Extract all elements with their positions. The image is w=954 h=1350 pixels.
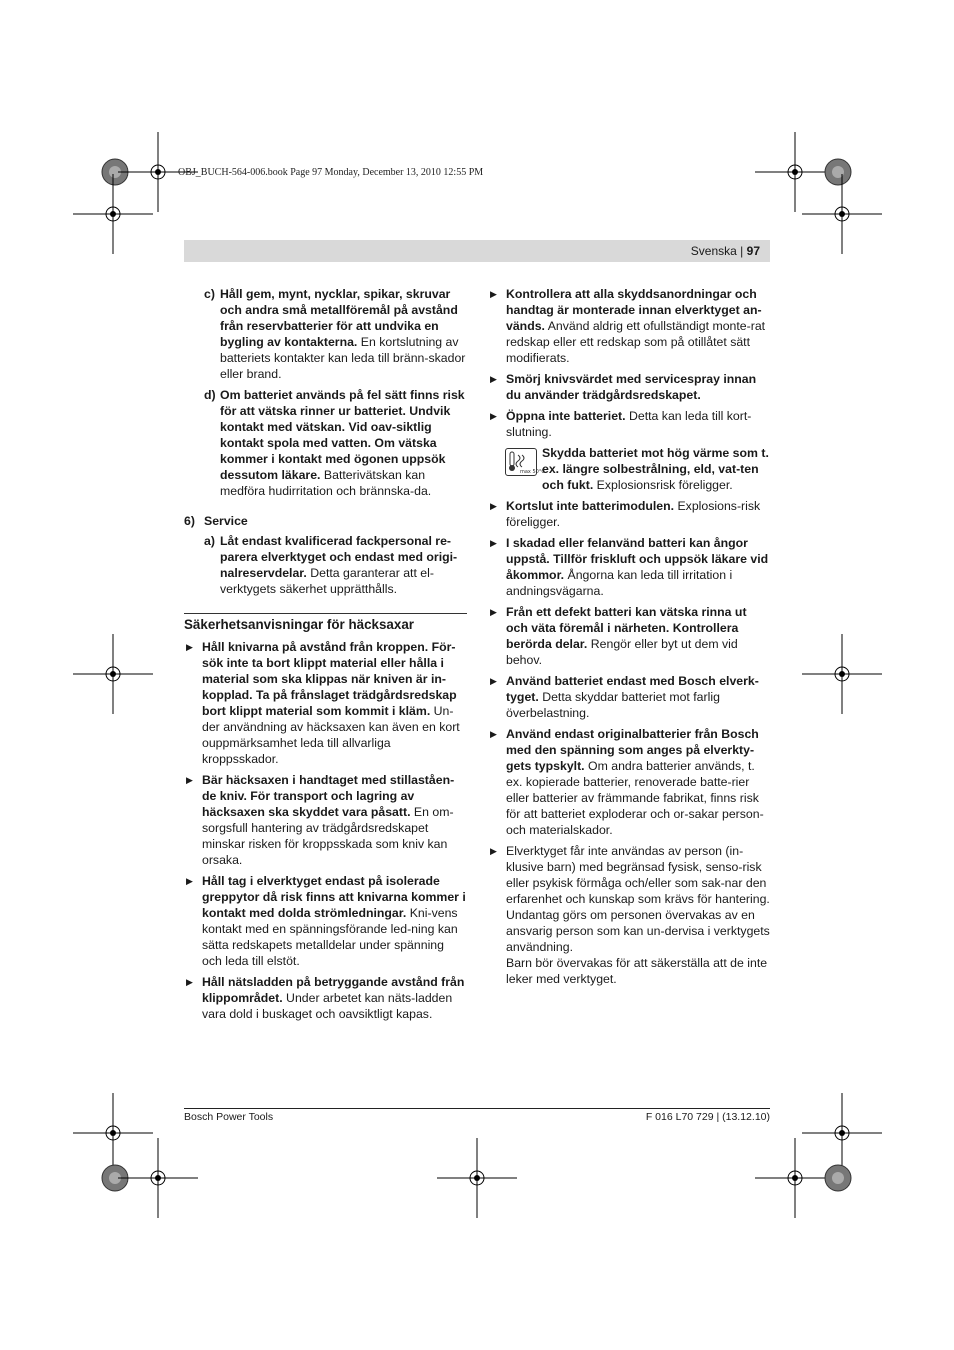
section-heading: 6) Service xyxy=(184,514,248,528)
triangle-bullet-icon: ▶ xyxy=(490,538,497,548)
bullet-item: ▶ Kontrollera att alla skyddsanordningar och handtag är monterade innan elverktyget an-vänds. Använd aldrig ett ofullständigt monte-rat redskap eller ett redskap som på otillåtet sätt modifierats. xyxy=(490,287,766,365)
triangle-bullet-icon: ▶ xyxy=(490,729,497,739)
bullet-item: ▶ Smörj knivsvärdet med servicespray innan du använder trädgårdsredskapet. xyxy=(490,372,757,402)
triangle-bullet-icon: ▶ xyxy=(186,775,193,785)
list-item: c) Håll gem, mynt, nycklar, spikar, skruvar och andra små metallföremål på avstånd från reservbatterier för att undvika en bygling av kontakterna. En kortslutning av batteriets kontakter kan leda till bränn-skador eller brand. xyxy=(204,287,466,381)
crosshair-icon xyxy=(755,132,835,212)
list-item: a) Låt endast kvalificerad fackpersonal re-parera elverktyget och endast med origi-nalreservdelar. Detta garanterar att el-verktygets säkerhet upprätthålls. xyxy=(204,534,458,596)
bullet-item: ▶ Från ett defekt batteri kan vätska rinna ut och väta föremål i närheten. Kontrollera berörda delar. Rengör eller byt ut dem vid behov. xyxy=(490,605,747,667)
page-header xyxy=(691,244,760,258)
triangle-bullet-icon: ▶ xyxy=(490,846,497,856)
bullet-item: ▶ I skadad eller felanvänd batteri kan ångor uppstå. Tillför friskluft och uppsök läkare vid åkommor. Ångorna kan leda till irritation i andningsvägarna. xyxy=(490,536,769,598)
footer-divider xyxy=(184,1108,770,1109)
svg-text:max 50°C: max 50°C xyxy=(520,469,545,475)
bullet-item: ▶ Kortslut inte batterimodulen. Explosions-risk föreligger. xyxy=(490,499,761,529)
crosshair-icon xyxy=(118,1138,198,1218)
icon-warning-item: max 50°C Skydda batteriet mot hög värme som t. ex. längre solbestrålning, eld, vat-ten och fukt. Explosionsrisk föreligger. xyxy=(488,445,771,493)
section-title: Säkerhetsanvisningar för häcksaxar xyxy=(184,613,467,633)
crosshair-icon xyxy=(73,1093,153,1173)
thermometer-battery-warning-icon xyxy=(505,448,545,476)
footer-brand: Bosch Power Tools xyxy=(184,1111,274,1123)
crosshair-icon xyxy=(755,1138,835,1218)
crosshair-icon xyxy=(437,1138,517,1218)
page-header-bar xyxy=(184,240,770,262)
crosshair-icon xyxy=(73,634,153,714)
triangle-bullet-icon: ▶ xyxy=(490,607,497,617)
bullet-item: ▶ Håll nätsladden på betryggande avstånd från klippområdet. Under arbetet kan näts-ladden vara dold i buskaget och oavsiktligt kapas. xyxy=(186,975,465,1021)
print-header: OBJ_BUCH-564-006.book Page 97 Monday, December 13, 2010 12:55 PM xyxy=(178,167,484,178)
bullet-item: ▶ Elverktyget får inte användas av person (in-klusive barn) med begränsad fysisk, senso-risk eller psykisk förmåga och/eller som sak-nar den erfarenhet och kunskap som krävs för hantering. Undantag görs om personen övervakas av en ansvarig person som kan un-dervisa i verktygets användning. xyxy=(490,844,770,954)
color-target-icon xyxy=(825,1165,851,1191)
bullet-item: ▶ Använd batteriet endast med Bosch elverk-tyget. Detta skyddar batteriet mot farlig överbelastning. xyxy=(490,674,759,720)
crosshair-icon xyxy=(802,1093,882,1173)
bullet-item: ▶ Använd endast originalbatterier från Bosch med den spänning som anges på elverkty-gets typskylt. Om andra batterier används, t. ex. kopierade batterier, renoverade batte-rier eller batterier av främmande fabrikat, finns risk för att batteriet exploderar och or-sakar person- och materialskador. xyxy=(490,727,764,837)
crosshair-icon xyxy=(802,174,882,254)
triangle-bullet-icon: ▶ xyxy=(490,289,497,299)
triangle-bullet-icon: ▶ xyxy=(186,876,193,886)
closing-paragraph: Barn bör övervakas för att säkerställa att de inte leker med verktyget. xyxy=(506,956,768,986)
bullet-item: ▶ Bär häcksaxen i handtaget med stillaståen-de kniv. För transport och lagring av häcksaxen ska skyddet vara påsatt. En om-sorgsfull hantering av trädgårdsredskapet minskar risken för kroppsskada som kniv kan orsaka. xyxy=(186,773,455,867)
triangle-bullet-icon: ▶ xyxy=(186,977,193,987)
color-target-icon xyxy=(825,159,851,185)
list-item: d) Om batteriet används på fel sätt finns risk för att vätska rinner ur batteriet. Undvik kontakt med vätskan. Vid oav-siktlig kontakt spola med vatten. Om vätska kommer i kontakt med ögonen uppsök dessutom läkare. Batterivätskan kan medföra hudirritation och brännska-da. xyxy=(204,388,465,498)
crosshair-icon xyxy=(73,174,153,254)
triangle-bullet-icon: ▶ xyxy=(490,501,497,511)
triangle-bullet-icon: ▶ xyxy=(186,642,193,652)
header-separator: | xyxy=(740,244,744,258)
triangle-bullet-icon: ▶ xyxy=(490,411,497,421)
page-number: 97 xyxy=(746,244,760,258)
bullet-item: ▶ Håll knivarna på avstånd från kroppen. För-sök inte ta bort klippt material eller hålla i material som ska klippas när kniven är in-kopplad. Ta på frånslaget trädgårdsredskap bort klippt material som kommit i kläm. Un-der användning av häcksaxen kan även en kort ouppmärksamhet leda till allvarliga kroppsskador. xyxy=(186,640,460,766)
left-column xyxy=(184,286,467,1027)
language-label: Svenska xyxy=(690,244,737,258)
right-column xyxy=(488,286,771,992)
bullet-item: ▶ Öppna inte batteriet. Detta kan leda till kort-slutning. xyxy=(490,409,752,439)
crosshair-icon xyxy=(802,634,882,714)
triangle-bullet-icon: ▶ xyxy=(490,676,497,686)
triangle-bullet-icon: ▶ xyxy=(490,374,497,384)
bullet-item: ▶ Håll tag i elverktyget endast på isolerade greppytor då risk finns att knivarna kommer i kontakt med dolda strömledningar. Kni-vens kontakt med en spänningsförande led-ning kan sätta redskapets metalldelar under spänning och leda till elstöt. xyxy=(186,874,466,968)
footer-doc-number: F 016 L70 729 | (13.12.10) xyxy=(645,1111,770,1123)
